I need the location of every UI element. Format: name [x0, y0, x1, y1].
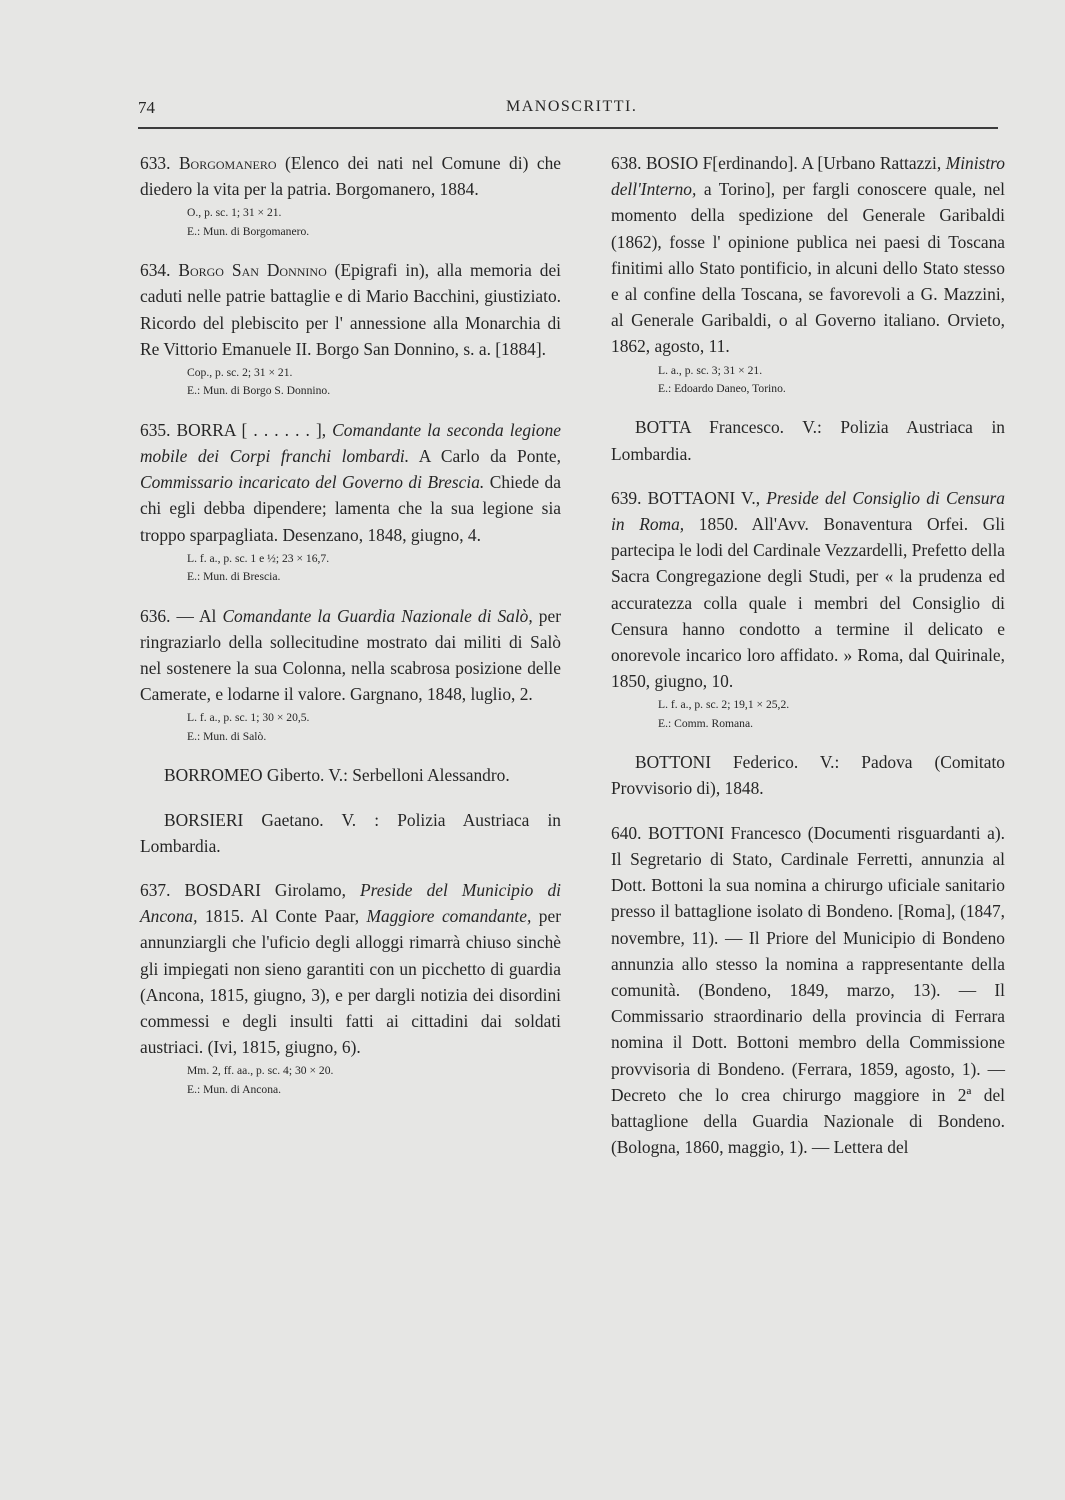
entry-number: 635. [140, 419, 171, 440]
entry-text: 1815. Al Conte Paar, [204, 906, 360, 927]
entry-title-italic: Comandante la Guardia Nazionale di Salò, [222, 605, 533, 626]
entry-text: BOTTONI Francesco (Documenti risguardanti a). Il Segretario di Stato, Cardinale Ferretti, annunzia al Dott. Bottoni la sua nomina a chirurgo uficiale sanitario presso il battaglione isolato di Bondeno. [Roma], (1847, novembre, 11). — Il Priore del Municipio di Bondeno annunzia allo stesso la nomina a rappresentante della comunità. (Bondeno, 1849, marzo, 13). — Il Commissario straordinario della provincia di Ferrara nomina il Dott. Bottoni membro della Commissione provvisoria di Bondeno. (Ferrara, 1859, agosto, 1). — Decreto che lo crea chirurgo maggiore in 2ª del battaglione della Guardia Nazionale di Bondeno. (Bologna, 1860, maggio, 1). — Lettera del [611, 822, 1005, 1158]
entry-text: (Epigrafi in), alla memoria dei caduti nelle patrie battaglie e di Mario Bacchini, giustiziato. Ricordo del plebiscito per l' annessione alla Monarchia di Re Vittorio Emanuele II. Borgo San Donnino, s. a. [1884]. [140, 260, 561, 359]
entry-text: per ringraziarlo della sollecitudine mostrato dai militi di Salò nel sostenere la sua Colonna, nella scabrosa posizione delle Camerate, e lodarne il valore. Gargnano, 1848, luglio, 2. [140, 605, 561, 705]
entry-number: 633. [140, 153, 171, 173]
entry-physical-desc: L. f. a., p. sc. 2; 19,1 × 25,2. [658, 698, 790, 712]
entry-source: E.: Mun. di Borgo S. Donnino. [187, 384, 331, 398]
entry-637 [140, 877, 561, 1097]
entry-source: E.: Mun. di Ancona. [187, 1082, 282, 1096]
entry-name: Borgomanero [178, 153, 277, 173]
entry-number: 639. [611, 487, 642, 508]
entry-title-italic: Comandante la seconda legione mobile dei Corpi franchi lombardi. [140, 419, 561, 467]
entry-physical-desc: L. f. a., p. sc. 1 e ½; 23 × 16,7. [187, 551, 330, 565]
entry-text: per annunziargli che l'uficio degli alloggi rimarrà chiuso sinchè gli impiegati non sieno garantiti con un picchetto di guardia (Ancona, 1815, giugno, 3), e per dargli notizia dei disordini commessi e degli insulti fatti ai cittadini dai soldati austriaci. (Ivi, 1815, giugno, 6). [140, 906, 561, 1058]
entry-text: (Elenco dei nati nel Comune di) che diedero la vita per la patria. Borgomanero, 1884. [140, 153, 561, 200]
entry-physical-desc: O., p. sc. 1; 31 × 21. [187, 206, 282, 220]
entry-title-italic: Commissario incaricato del Governo di Brescia. [140, 472, 485, 493]
page-number: 74 [138, 98, 155, 117]
entry-source: E.: Edoardo Daneo, Torino. [658, 382, 786, 396]
left-column [140, 150, 561, 1115]
entry-physical-desc: L. a., p. sc. 3; 31 × 21. [658, 363, 763, 377]
entry-source: E.: Mun. di Borgomanero. [187, 224, 310, 238]
cross-reference: BORSIERI Gaetano. V. : Polizia Austriaca in Lombardia. [140, 809, 561, 856]
entry-source: E.: Mun. di Salò. [187, 729, 267, 743]
right-column [611, 150, 1005, 1178]
entry-physical-desc: L. f. a., p. sc. 1; 30 × 20,5. [187, 711, 310, 725]
entry-number: 636. [140, 605, 171, 626]
entry-633 [140, 150, 561, 239]
header-rule [138, 127, 998, 129]
entry-physical-desc: Cop., p. sc. 2; 31 × 21. [187, 366, 293, 380]
entry-text: a Torino], per fargli conoscere quale, nel momento della spedizione del Generale Garibaldi (1862), fosse l' opinione publica nei paesi di Toscana finitimi allo Stato pontificio, in alcuni dello Stato stesso e al confine della Toscana, se favorevoli a G. Mazzini, al Generale Garibaldi, o al Governo italiano. Orvieto, 1862, agosto, 11. [611, 179, 1005, 357]
entry-name: BOSDARI Girolamo, [184, 879, 346, 900]
entry-source: E.: Comm. Romana. [658, 716, 753, 730]
entry-number: 640. [611, 822, 642, 843]
entry-638 [611, 150, 1005, 396]
entry-title-italic: Preside del Consiglio di Censura in Roma, [611, 487, 1005, 535]
cross-reference: BORROMEO Giberto. V.: Serbelloni Alessandro. [164, 765, 510, 786]
entry-text: 1850. All'Avv. Bonaventura Orfei. Gli partecipa le lodi del Cardinale Vezzardelli, Prefetto della Sacra Congregazione degli Studi, per « la prudenza ed accuratezza colla quale i membri del Consiglio di Censura hanno condotto a termine il delicato e onorevole incarico loro affidato. » Roma, dal Quirinale, 1850, giugno, 10. [611, 514, 1005, 692]
entry-639 [611, 485, 1005, 731]
entry-636 [140, 603, 561, 745]
entry-title-italic: Ministro dell'Interno, [611, 153, 1005, 200]
entry-physical-desc: Mm. 2, ff. aa., p. sc. 4; 30 × 20. [187, 1064, 334, 1078]
entry-number: 638. [611, 153, 642, 173]
entry-name: BORRA [ . . . . . . ], [176, 419, 327, 440]
cross-reference: BOTTONI Federico. V.: Padova (Comitato Provvisorio di), 1848. [611, 752, 1005, 799]
entry-title-italic: Maggiore comandante, [366, 906, 532, 927]
entry-number: 634. [140, 260, 171, 281]
entry-text: — Al [176, 605, 217, 626]
entry-name: BOSIO F[erdinando]. A [Urbano Rattazzi, [645, 153, 942, 173]
entry-640 [611, 820, 1005, 1161]
entry-text: Chiede da chi egli debba dipendere; lamenta che la sua legione sia troppo sparpagliata. Desenzano, 1848, giugno, 4. [140, 472, 561, 545]
cross-reference: BOTTA Francesco. V.: Polizia Austriaca in Lombardia. [611, 417, 1005, 464]
entry-name: Borgo San Donnino [178, 260, 327, 281]
entry-634 [140, 257, 561, 399]
entry-title-italic: Preside del Municipio di Ancona, [140, 879, 561, 927]
entry-source: E.: Mun. di Brescia. [187, 570, 281, 584]
running-head: MANOSCRITTI. [506, 98, 638, 115]
entry-text: A Carlo da Ponte, [418, 446, 561, 467]
entry-name: BOTTAONI V., [647, 487, 761, 508]
entry-635 [140, 417, 561, 585]
entry-number: 637. [140, 879, 171, 900]
